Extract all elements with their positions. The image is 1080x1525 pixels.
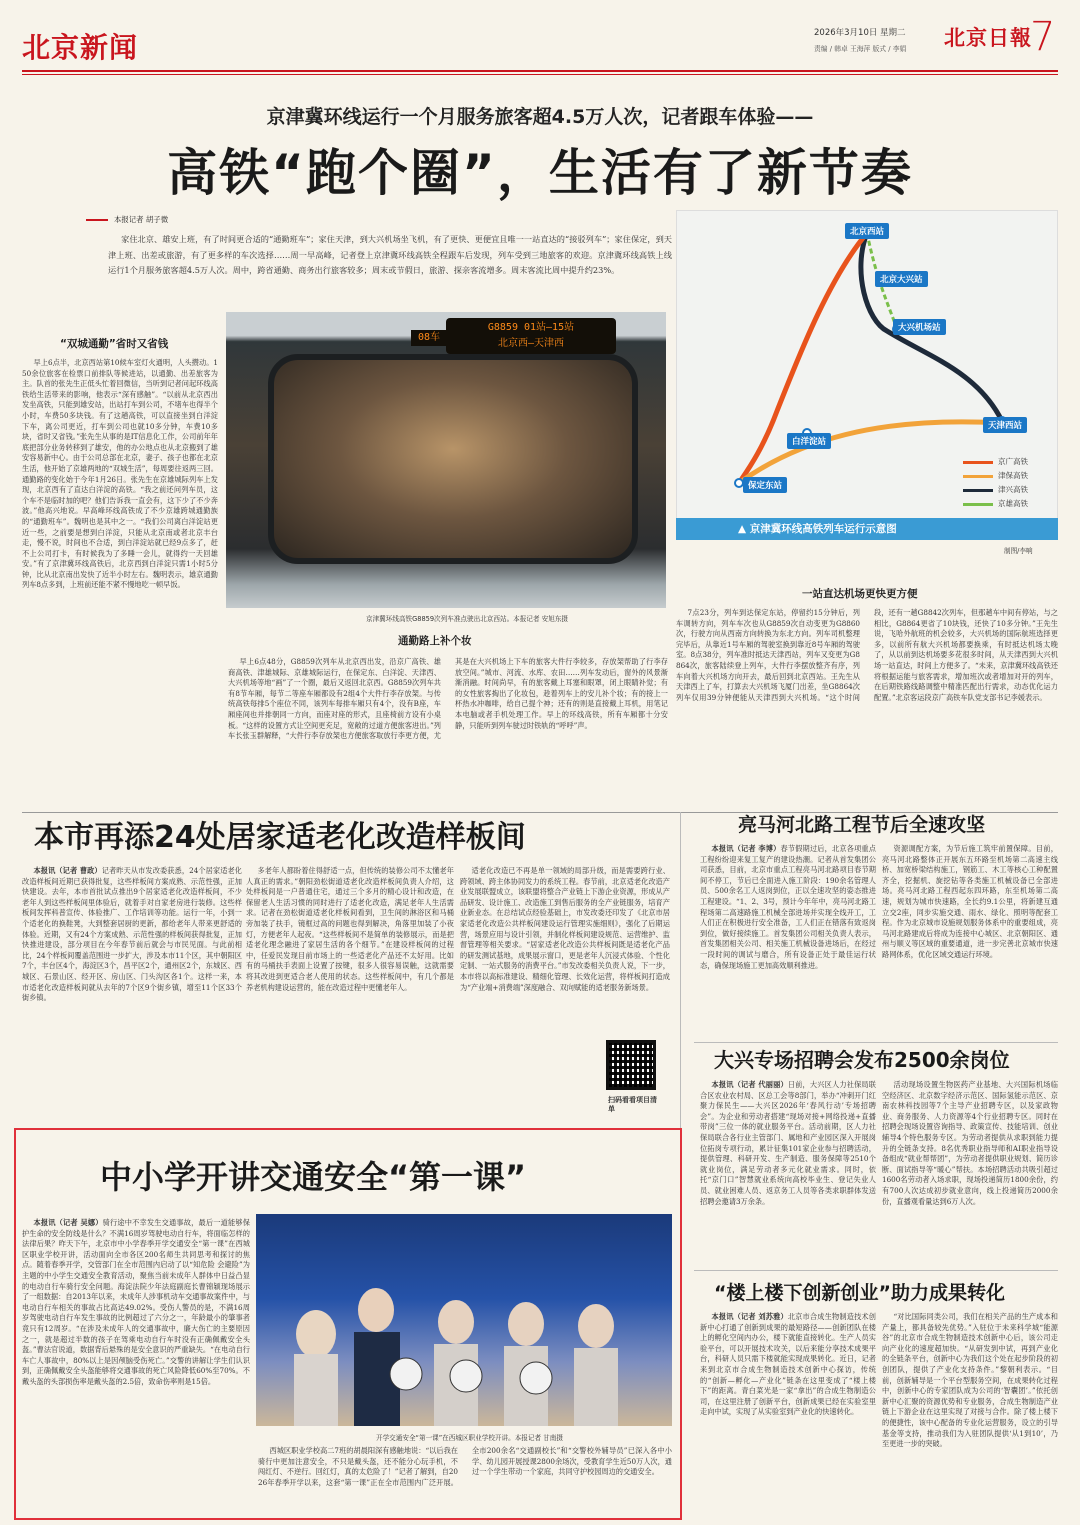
story2-column-1 xyxy=(22,866,242,1120)
editor-credit: 责编 / 韩卓 王海萍 版式 / 李娟 xyxy=(814,45,907,53)
story6-headline: “楼上楼下创新创业”助力成果转化 xyxy=(714,1282,1005,1304)
story6-column-2: “对比国际同类公司，我们在相关产品的生产成本和产量上，都具备较先优势。”入驻位于未来科学城“能源谷”的北京市合成生物制造技术创新中心后，该公司走向产业化的速度超加快。“从研发到中试，再到产业化的全链条平台，创新中心为我们这个处在起步阶段的初创团队，提供了产业化支持条件。”黎朝利表示。“目前，创新辅导是一个平台型服务空间，在成果转化过程中，创新中心的专家团队成为公司的‘智囊团’。”依托创新中心汇聚的资源优势和专业服务，合成生物制造产业链上下游企业在这里实现了对接与合作。除了楼上楼下的便捷性，该中心配备的专业化运营服务，设立的引导基金等支持，推动我们为入驻团队提供‘从1到10’，乃至更进一步的突破。 xyxy=(882,1312,1058,1449)
rail-map xyxy=(676,210,1058,530)
train-photo xyxy=(226,312,666,608)
legend-swatch xyxy=(963,489,993,492)
story2-column-2: 多老年人都盼着住得舒适一点，但传统的装修公司不太懂老年人真正的需求。”朝阳劲松街道适老化改造样板间负责人介绍，这处样板间是一户普通住宅，通过三个多月的精心设计和改造，在保留老人生活习惯的同时进行了适老化改造，满足老年人生活需求。记者在劲松街道适老化样板间看到，卫生间的淋浴区和马桶旁加装了扶手，镜框过高的问题也得到解决，角落里加装了小夜灯，方便老年人起夜。“这些样板间不是简单的装修展示，而是把适老化理念融进了家居生活的各个细节。”在建设样板间的过程中，任爱民发现目前市场上的一些适老化产品还不太好用。比如有的马桶扶手表面上设置了按键，很多人很容易误触，这就需要将其改进到更适合老人使用的状态。这些样板间中，有几个都是养老机构建设运营的，能在改造过程中更懂老年人。 xyxy=(246,866,454,992)
station-label: 北京西站 xyxy=(845,223,889,239)
header-rule-thin xyxy=(22,74,1058,75)
story5-headline: 大兴专场招聘会发布2500余岗位 xyxy=(714,1048,1010,1072)
lead-byline xyxy=(86,215,168,226)
story3-headline: 中小学开讲交通安全“第一课” xyxy=(100,1158,527,1196)
page-number: 7 xyxy=(1030,14,1056,60)
school-photo-figures xyxy=(256,1214,672,1426)
school-photo xyxy=(256,1214,672,1426)
story4-byline: 本报讯（记者 李博） xyxy=(711,844,781,853)
story4-column-2: 资源调配方案，为节后施工筑牢前置保障。目前，亮马河北路整体正开展东五环路至机场第二高速主线桥、加宽桥梁结构施工，钢筋工、木工等核心工种配置齐全，挖掘机、旋挖钻等各类施工机械设备已全部进场。亮马河北路工程西起东四环路，东至机场第二高速，规划为城市快速路，全长约9.1公里，将新建互通立交2座，同步实施交通、雨水、绿化、照明等配套工程。作为北京城市设施规划服务体系中的重要组成，亮马河北路建成后将成为连接中心城区、北京朝阳区、通州与顺义等区域的重要通道，进一步完善北京城市快速路网体系，优化区域交通运行环境。 xyxy=(882,844,1058,959)
lead-intro: 家住北京、雄安上班，有了时间更合适的“通勤班车”；家住天津，到大兴机场坐飞机，有了更快、更便宜且唯一一站直达的“接驳列车”；家住保定，到天津上班、出差或旅游，有了更多样的车次选择……周一早高峰，记者登上京津冀环线高铁全程跟车后发现，列车受到三地旅客的欢迎。京津冀环线高铁上线运行1个月服务旅客超4.5万人次。周中，跨省通勤、商务出行旅客较多；周末或节假日，旅游、探亲客流增多。周末客流比周中提升约23%。 xyxy=(108,234,672,275)
section-title: 北京新闻 xyxy=(22,31,139,64)
story2-byline: 本报讯（记者 曹政） xyxy=(33,866,102,875)
station-label: 保定东站 xyxy=(743,477,787,493)
byline-accent xyxy=(86,219,108,221)
newspaper-logo: 北京日報 xyxy=(944,25,1032,50)
lead-column-1: 早上6点半，北京西站第10候车室灯火通明，人头攒动。150余位旅客在检票口前排队等候进站，以通勤、出差旅客为主。队首的张先生正低头忙着回微信，当听到记者问起环线高铁给生活带来的影响，他表示“深有感触”。“以前从北京西出发坐高铁，只能到雄安站，出站打车到公司，不堵车也得半个小时，车费50多块钱。有了这趟高铁，可以直接坐到白洋淀下车，离公司更近，打车到公司也就10多分钟，车费10多块，省时又省钱。”张先生从事的是IT信息化工作，公司前年年底把部分业务转移到了雄安，他的办公地点也从北京搬到了雄安容易新中心。由于公司总部在北京，妻子、孩子也都在北京生活，他开始了京雄两地的“双城生活”，每周要往返两三回。通勤路的变化始于今年1月26日。张先生在京雄城际列车上发现，北京西有了直达白洋淀的高铁。“我之前还问列车员，这个车不是临时加的吧？他们告诉我一直会有，这下少了不少奔波。”他高兴地说。早高峰环线高铁成了不少京雄跨城通勤族的“通勤班车”。魏明也是其中之一。“我们公司离白洋淀站更近一些，之前要是想到白洋淀，只能从北京南或者北京丰台走，慢不说，时间也不合适，到白洋淀站就已经9点多了，赶不上公司打卡，有时候我为了多睡一会儿，就得约一天回雄安。”有了京津冀环线高铁后，北京西到白洋淀只需1小时5分钟，比从北京南出发快了近半小时左右。魏明表示，雄京通勤列车8点多到，上班前还能不紧不慢地吃一顿早饭。 xyxy=(22,358,218,590)
legend-label: 津兴高铁 xyxy=(998,485,1028,494)
story5-column-1 xyxy=(700,1080,876,1260)
legend-item xyxy=(963,470,1028,481)
story3-column-1 xyxy=(22,1218,250,1514)
legend-swatch xyxy=(963,461,993,464)
legend-item xyxy=(963,484,1028,495)
map-title: 京津冀环线高铁列车运行示意图 xyxy=(749,523,897,535)
station-label: 北京大兴站 xyxy=(875,271,928,287)
lead-subhead-3: 一站直达机场更快更方便 xyxy=(802,588,918,600)
lead-column-2: 早上6点48分，G8859次列车从北京西出发，沿京广高铁、雄商高铁、津雄城际、京雄城际运行，在保定东、白洋淀、天津西、大兴机场等地“画”了一个圈，最后又返回北京西。G8859次列车共有8节车厢，每节二等座车厢都设有2组4个大件行李存放架。与传统高铁每排5个座位不同，该列车每排车厢只有4个，没有B座，车厢座间也并排朝同一方向，而座对座的形式，且座椅前方设有小桌板。“这样的设置方式让空间更充足，宽敞的过道方便旅客进出。”列车长张玉群解释，“大件行李存放架也方便旅客取放行李更方便，尤其是在大兴机场上下车的旅客大件行李较多，存放架帮助了行李存放空间。”城市、河流、水库、农田……列车发动后，窗外的风景渐渐消融。时间尚早，有的旅客戴上耳塞和眼罩，闭上眼睛补觉；有的女性旅客掏出了化妆包，趁着列车上的安儿补个妆；有的接上一杯热水冲咖啡，给自己提个神；还有的则是直接戴上耳机，用笔记本电脑或者手机处理工作。早上的环线高铁，所有车厢都十分安静，只能听到列车驶过时铁轨的“呼呼”声。 xyxy=(228,657,668,741)
carriage-led: 08车 xyxy=(411,330,447,346)
legend-label: 津保高铁 xyxy=(998,471,1028,480)
station-label: 大兴机场站 xyxy=(893,319,946,335)
story6-byline: 本报讯（记者 刘苏雅） xyxy=(711,1312,788,1321)
legend-swatch xyxy=(963,503,993,506)
story2-column-3b xyxy=(460,1038,600,1118)
lead-kicker: 京津冀环线运行一个月服务旅客超4.5万人次，记者跟车体验—— xyxy=(266,106,814,128)
story2-column-1-text: 记者昨天从市发改委获悉，24个居家适老化改造样板间近期已获得批复，这些样板间方案成熟、示范性强，正加快建设。去年，本市首批试点推出9个居家适老化改造样板间，不少老年人到这些样板间里体验后，就着手对自家老房进行装修。这些样板间发挥科普宣传、体验推广、工作培训等功能。运行一年，小到一个适老化的换鞋凳，大到整套居厨的更新，都给老年人带来更舒适的体验。近期，又有24个方案成熟、示范性强的样板间获得批复，正加快推进建设，部分项目在今年春节前后就会与市民见面。与此前相比，24个样板间覆盖范围进一步扩大，涉及本市11个区，其中朝阳区7个，丰台区4个，海淀区3个，昌平区2个，通州区2个，东城区、西城区、石景山区、经开区、房山区、门头沟区各1个。这样一来，本市适老化改造样板间就从去年的7个区9个街乡镇，增至11个区33个街乡镇。 xyxy=(22,866,242,1003)
legend-item xyxy=(963,498,1028,509)
lead-column-3: 7点23分，列车到达保定东站，停留约15分钟后，列车调转方向，列车车次也从G8859次自动变更为G8860次，行驶方向从西南方向转换为东北方向。列车司机整理完毕后，从靠近1号车厢的驾驶室换到靠近8号车厢的驾驶室。8点38分，列车准时抵达天津西站，列车又变更为G8864次，旅客陆续登上列车，大件行李摆放整齐有序，列车向着大兴机场方向开去，最后回到北京西站。王先生从天津西上了车，打算去大兴机场飞厦门出差，坐G8864次列车仅用39分钟便能从天津西到大兴机场。“这个时间段，还有一趟G8842次列车，但那趟车中间有停站，与之相比，G8864更省了10块钱，还快了10多分钟。”王先生说，飞哈外航班的机会较多，大兴机场的国际航班选择更多，以前所有航大兴机场都要换乘，有时抵达机场太晚了，从以前到达机场要多花很多时间，从天津西到大兴机场一站直达，时间上方便多了。“未来，京津冀环线高铁还将根据运能与旅客需求，增加班次或者增加对开的列车，在后期铁路线路调整中精准匹配出行需求，动态优化运力配置。”北京客运段京广高铁车队党支部书记李媛表示。 xyxy=(676,608,1058,702)
legend-label: 京雄高铁 xyxy=(998,499,1028,508)
train-window xyxy=(268,354,638,564)
header-rule xyxy=(22,70,1058,72)
story6-column-1 xyxy=(700,1312,876,1516)
legend-item xyxy=(963,456,1028,467)
lead-subhead-2: 通勤路上补个妆 xyxy=(398,635,472,647)
map-title-banner: ▲ 京津冀环线高铁列车运行示意图 xyxy=(676,518,1058,540)
story3-column-2: 西城区职业学校高二7班的胡晨阳深有感触地说：“以后我在骑行中更加注意安全，不只是戴头盔，还不能分心玩手机，不闯红灯、不逆行。回红灯，真的太危险了！”记者了解到，自2026年春季开学以来，这套“第一课”正在全市范围内广泛开展。全市200余名“交通副校长”和“交警校外辅导员”已深入各中小学、幼儿园开展授课2800余场次，受教育学生近50万人次，通过一个学生带动一个家庭，共同守护校园周边的交通安全。 xyxy=(258,1446,672,1487)
section-divider xyxy=(694,1270,1058,1271)
section-divider xyxy=(694,1042,1058,1043)
school-photo-caption: 开学交通安全“第一课”在西城区职业学校开讲。本报记者 甘南摄 xyxy=(376,1434,563,1442)
station-label: 白洋淀站 xyxy=(787,433,831,449)
lead-subhead-1: “双城通勤”省时又省钱 xyxy=(60,338,169,350)
story2-headline: 本市再添24处居家适老化改造样板间 xyxy=(34,820,526,855)
story5-column-2: 活动现场设置生物医药产业基地、大兴国际机场临空经济区、北京数字经济示范区、国际氢能示范区、京南农林科技园等7个主导产业招聘专区，以及家政物业、商务服务、人力资源等4个行业招聘专区。同时在招聘会现场设置咨询指导、政策宣传、技能培训、创业辅导4个特色服务专区。为劳动者提供从求职到能力提升的全链条支持。8名优秀职业指导师和AI职业指导设备组成“就业帮帮团”，为劳动者提供职业规划、简历诊断、面试指导等“暖心”帮扶。本场招聘活动共吸引超过1600名劳动者入场求职，现场投递简历1800余份，约有700人次达成初步就业意向，线上投递简历2000余份，直播观看量达到6万人次。 xyxy=(882,1080,1058,1206)
station-label: 天津西站 xyxy=(983,417,1027,433)
story5-column-1-text: 日前，大兴区人力社保局联合区农业农村局、区总工会等8部门，举办“冲刺开门红 聚力保民生——大兴区2026年‘春风行动’专场招聘会”。为企业和劳动者搭建“现场对接+网络投递+直播带岗”三位一体的就业服务平台。活动前期，区人力社保局联合各行业主管部门、属地和产业园区深入开展岗位拓岗专项行动，累计征集101家企业参与招聘活动，提供管理、科研开发、生产制造、服务保障等2510个就业岗位，满足劳动者多元化就业需求。同时，依托“京门口”智慧就业系统向高校毕业生、登记失业人员、就业困难人员、返京务工人员等各类求职群体发送招聘会邀请3万余条。 xyxy=(700,1080,876,1206)
legend-swatch xyxy=(963,475,993,478)
story3-column-1-text: 骑行途中不幸发生交通事故，最后一道能够保护生命的安全防线是什么？不满16周岁驾驶电动自行车，将面临怎样的法律后果？昨天下午，北京市中小学春季开学交通安全“第一课”在西城区职业学校开讲，活动面向全市各区200名师生共同思考和探讨的焦点。随着春季开学，交管部门在全市范围内启动了以“知危险 会避险”为主题的中小学生交通安全教育活动，聚焦当前未成年人群体中日益凸显的电动自行车骑行安全问题。海淀法院少年法庭副庭长曹锦颖现场展示了一组数据：自2013年以来，未成年人涉事机动车交通事故案件中，与电动自行车相关的事故占比高达49.02%。受伤人警员的是，不满16周岁驾驶电动自行车发生事故的比例超过了六分之一，年龄最小的肇事者竟只有12周岁。“在涉及未成年人的交通事故中，廉大伤亡的主要原因之一，就是超过半数的孩子在驾乘电动自行车时没有正确佩戴安全头盔。”曹法官说道，数据背后悬殊的是安全意识的严重缺失。“在电动自行车亡人事故中，80%以上是因颅脑受伤死亡。”交警的讲解让学生们认识到，正确佩戴安全头盔能够将交通事故的死亡风险降低60%至70%。不戴头盔的头部损伤率是戴头盔的2.5倍，致命伤率则是15倍。 xyxy=(22,1218,250,1386)
qr-code[interactable] xyxy=(606,1040,656,1090)
story3-byline: 本报讯（记者 吴娜） xyxy=(33,1218,103,1227)
story4-headline: 亮马河北路工程节后全速攻坚 xyxy=(738,814,986,836)
story6-column-1-text: 北京市合成生物制造技术创新中心打通了创新到成果的最短路径——创新团队在楼上的孵化空间内办公，楼下就能直接转化。生产人员实验平台，可以开展技术攻关，以后来能分享技术成果平台，科研人员只需下楼就能实现成果转化。近日，记者来到北京市合成生物制造技术创新中心探访，传统的“创新—孵化—产业化”链条在这里变成了“楼上楼下”的距离。青白菜光是一家“拿出”的合成生物制造公司，在这里注册了创新平台，创新成果已经在实验室里走向中试，实现了从实验室到产业化的快速转化。 xyxy=(700,1312,876,1417)
story4-column-1-text: 春节假期过后，北京各项重点工程纷纷迎来复工复产的建设热潮。记者从首发集团公司获悉，目前，北京市重点工程亮马河北路项目春节期间不停工，节后已全面进入施工阶段：190余名管理人员、500余名工人返岗到位，正以全速攻坚的姿态推进工程建设。“1、2、3号，预计今年年中，亮马河北路工程场第二高速路施工机械全部进场并实现全线开工，工人们正在积极进行安全准备，工人们正在错落有致返岗到位，做好接续施工。首发集团公司相关负责人表示，首发集团相关公司、相关施工机械设备进场后，在经过一段时间的调试与磨合，所有设备正处于最佳运行状态，确保现场施工更加高效顺利推进。 xyxy=(700,844,876,970)
story4-column-1 xyxy=(700,844,876,1040)
story2-column-3: 适老化改造已不再是单一领域的局部升级，而是需要跨行业、跨领域、跨主体协同发力的系统工程。春节前，北京适老化改造产业发展联盟成立，该联盟将整合产业链上下游企业资源，形成从产品研发、设计施工、改造施工到售后服务的全产业链服务，培育产业新业态。在总结试点经验基础上，市发改委还印发了《北京市居家适老化改造公共样板间建设运行管理实施细则》，强化了后期运营，场景应用与设计引领，并制化样板间建设规范、运营维护、监督管理等相关要求。“居家适老化改造公共样板间既是适老化产品的研发测试基地，成果展示窗口，更是老年人沉浸式体验、个性化定制、一站式服务的消费平台。”市发改委相关负责人说，下一步，本市将以高标准建设、精细化管理、长效化运营，将样板间打造成为“产业端+消费端”深度融合、双向赋能的适老服务新场景。 xyxy=(460,866,670,992)
qr-caption: 扫码看看项目清单 xyxy=(608,1096,657,1113)
lead-byline-text: 本报记者 胡子微 xyxy=(114,215,169,224)
lead-headline: 高铁“跑个圈”，生活有了新节奏 xyxy=(167,144,913,202)
issue-date: 2026年3月10日 星期二 xyxy=(814,28,906,38)
map-credit: 制图/李响 xyxy=(1004,547,1033,555)
train-photo-caption: 京津冀环线高铁G8859次列车准点驶出北京西站。本报记者 安旭东摄 xyxy=(366,615,569,623)
legend-label: 京广高铁 xyxy=(998,457,1028,466)
story5-byline: 本报讯（记者 代丽丽） xyxy=(711,1080,788,1089)
destination-led: G8859 01站—15站 北京西—天津西 xyxy=(446,318,616,354)
station-dot xyxy=(735,479,743,487)
